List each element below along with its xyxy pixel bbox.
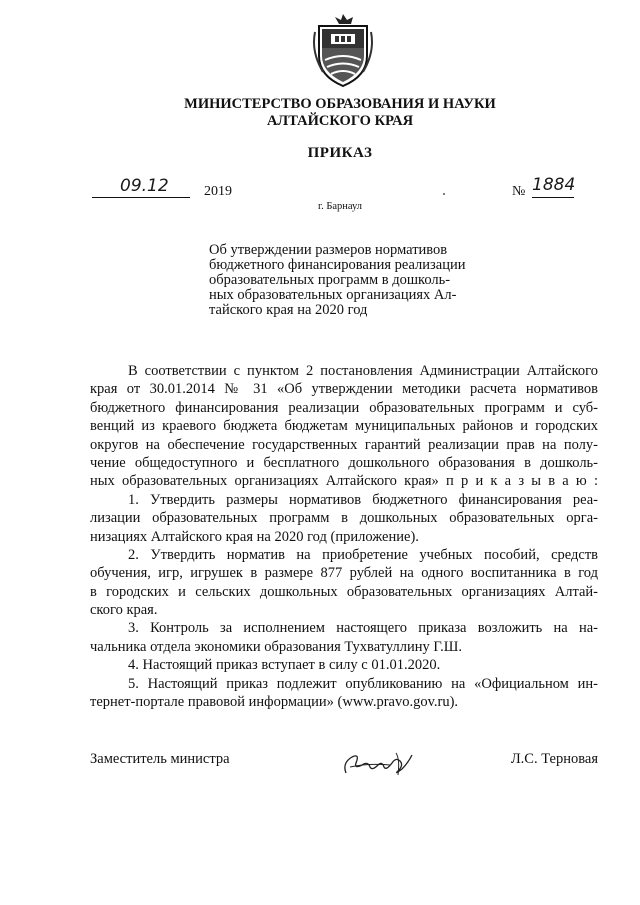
subject-line: ных образовательных организациях Ал-: [209, 287, 457, 303]
number-sign: №: [512, 184, 526, 199]
number-underline: [532, 197, 574, 198]
document-type: ПРИКАЗ: [307, 145, 373, 161]
subject-line: бюджетного финансирования реализации: [209, 257, 466, 273]
body-line: 5. Настоящий приказ подлежит опубликованию на «Официальном ин-: [128, 675, 598, 692]
number-handwritten: 1884: [532, 175, 576, 195]
body-line: венций из краевого бюджета бюджетам муниципальных районов и городских: [90, 418, 598, 435]
ministry-line-2: АЛТАЙСКОГО КРАЯ: [266, 113, 414, 129]
body-line: ных образовательных организациях Алтайского края» п р и к а з ы в а ю :: [90, 473, 598, 490]
body-line: в городских и сельских дошкольных образовательных организациях Алтай-: [90, 583, 598, 600]
body-line: лизации образовательных программ в дошкольных образовательных орга-: [90, 510, 598, 527]
body-line: низациях Алтайского края на 2020 год (приложение).: [90, 528, 419, 545]
coat-of-arms-emblem: [313, 12, 373, 88]
body-line: чение общедоступного и бесплатного дошкольного образования в дошколь-: [90, 454, 598, 471]
body-line: 2. Утвердить норматив на приобретение учебных пособий, средств: [128, 546, 598, 563]
signatory-name: Л.С. Терновая: [510, 751, 598, 767]
subject-line: образовательных программ в дошколь-: [209, 272, 451, 288]
ministry-header: [150, 96, 530, 130]
handwritten-signature: [338, 745, 418, 779]
body-line: округов на обеспечение государственных гарантий реализации прав на полу-: [90, 436, 598, 453]
signature-block: [90, 751, 598, 791]
order-subject: [209, 243, 479, 318]
body-line: края от 30.01.2014 № 31 «Об утверждении методики расчета нормативов: [90, 381, 598, 398]
order-body: [90, 362, 598, 711]
body-line: обучения, игр, игрушек в размере 877 рублей на одного воспитанника в год: [90, 565, 598, 582]
body-line: чальника отдела экономики образования Тухватуллину Г.Ш.: [90, 638, 463, 655]
city: г. Барнаул: [317, 201, 363, 212]
date-handwritten: 09.12: [120, 176, 169, 196]
body-line: 3. Контроль за исполнением настоящего приказа возложить на на-: [128, 620, 598, 637]
body-line: В соответствии с пунктом 2 постановления Администрации Алтайского: [128, 363, 598, 379]
body-line: тернет-портале правовой информации» (www.pravo.gov.ru).: [90, 694, 459, 711]
body-line: 4. Настоящий приказ вступает в силу с 01.01.2020.: [128, 657, 441, 674]
stray-dot: [443, 193, 445, 195]
signatory-title: Заместитель министра: [90, 751, 230, 767]
date-underline: [92, 197, 190, 198]
body-line: ского края.: [90, 602, 158, 619]
order-number: [512, 175, 576, 200]
subject-line: тайского края на 2020 год: [209, 302, 368, 318]
date-year: 2019: [204, 184, 232, 199]
body-line: бюджетного финансирования реализации образовательных программ и суб-: [90, 399, 598, 416]
order-date: [92, 178, 232, 200]
ministry-line-1: МИНИСТЕРСТВО ОБРАЗОВАНИЯ И НАУКИ: [184, 96, 496, 112]
subject-line: Об утверждении размеров нормативов: [209, 242, 448, 258]
body-line: 1. Утвердить размеры нормативов бюджетного финансирования реа-: [128, 491, 598, 508]
